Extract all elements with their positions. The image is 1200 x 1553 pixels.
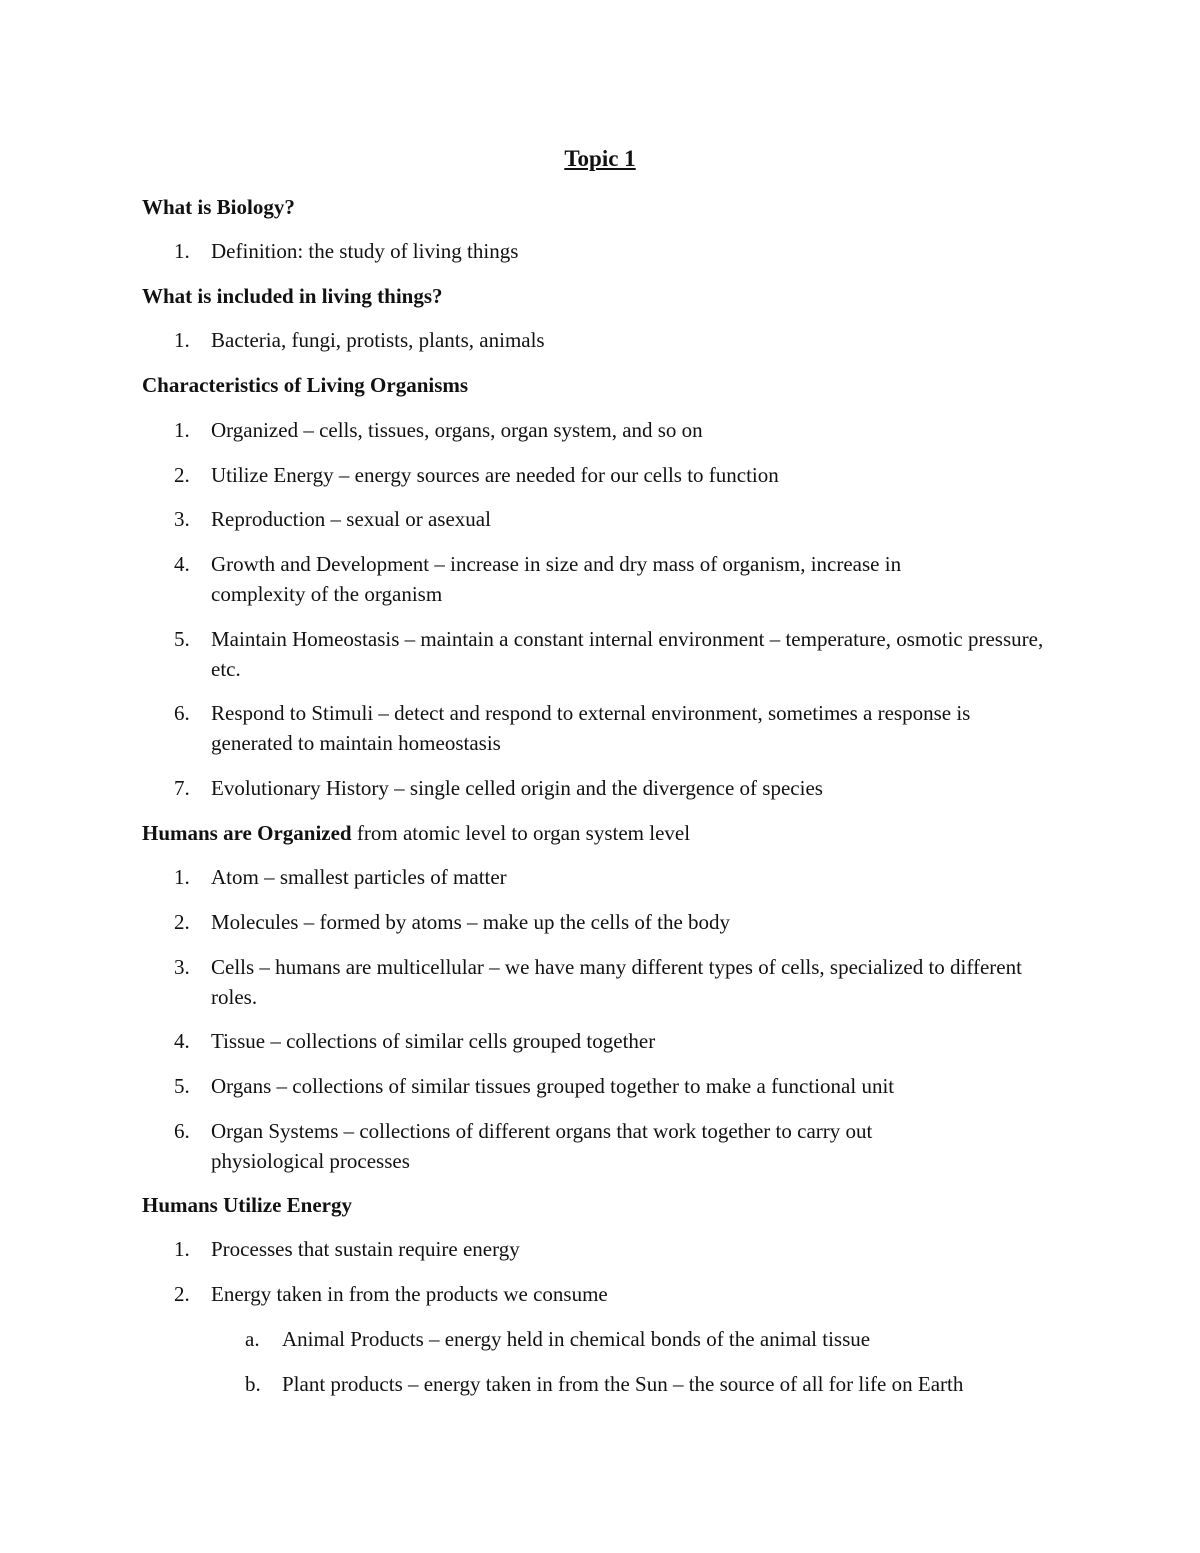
list-number: 1. [174, 865, 190, 889]
list-number: 2. [174, 910, 190, 934]
list-item [174, 773, 1074, 803]
list-item [174, 504, 1074, 534]
list-text: Energy taken in from the products we consume [211, 1282, 608, 1306]
section-heading-what-is-biology: What is Biology? [142, 195, 295, 219]
section-heading-characteristics: Characteristics of Living Organisms [142, 373, 469, 397]
list-item [174, 325, 1074, 355]
list-text: Atom – smallest particles of matter [211, 865, 507, 889]
sub-list-item [245, 1369, 1125, 1399]
list-number: 3. [174, 955, 190, 979]
list-text: Maintain Homeostasis – maintain a constant internal environment – temperature, osmotic pressure, etc. [211, 627, 1044, 681]
list-number: 6. [174, 1119, 190, 1143]
list-item [174, 862, 1074, 892]
list-text: Organized – cells, tissues, organs, organ system, and so on [211, 418, 703, 442]
list-text: Organ Systems – collections of different organs that work together to carry out physiological processes [211, 1119, 873, 1173]
list-item [174, 1026, 1074, 1056]
list-text: Processes that sustain require energy [211, 1237, 520, 1261]
list-text: Evolutionary History – single celled origin and the divergence of species [211, 776, 823, 800]
sub-list-letter: a. [245, 1327, 260, 1351]
list-item [174, 1279, 1074, 1309]
list-text: Reproduction – sexual or asexual [211, 507, 491, 531]
list-number: 5. [174, 1074, 190, 1098]
list-text: Tissue – collections of similar cells grouped together [211, 1029, 656, 1053]
section-heading-humans-organized [142, 818, 690, 848]
list-number: 4. [174, 1029, 190, 1053]
list-item [174, 1234, 1074, 1264]
list-number: 5. [174, 627, 190, 651]
list-number: 4. [174, 552, 190, 576]
section-heading-humans-energy: Humans Utilize Energy [142, 1193, 352, 1217]
list-text: Cells – humans are multicellular – we have many different types of cells, specialized to different roles. [211, 955, 1022, 1009]
list-text: Utilize Energy – energy sources are needed for our cells to function [211, 463, 779, 487]
list-text: Definition: the study of living things [211, 239, 519, 263]
list-item [174, 1071, 1074, 1101]
list-text: Growth and Development – increase in size and dry mass of organism, increase in complexity of the organism [211, 552, 902, 606]
sub-list-text: Plant products – energy taken in from the Sun – the source of all for life on Earth [282, 1372, 964, 1396]
list-number: 7. [174, 776, 190, 800]
list-text: Molecules – formed by atoms – make up the cells of the body [211, 910, 731, 934]
list-item [174, 624, 1064, 684]
list-number: 1. [174, 328, 190, 352]
sub-list-text: Animal Products – energy held in chemical bonds of the animal tissue [282, 1327, 871, 1351]
list-number: 2. [174, 463, 190, 487]
list-number: 3. [174, 507, 190, 531]
list-item [174, 460, 1074, 490]
sub-list-item [245, 1324, 1125, 1354]
list-item [174, 907, 1074, 937]
section-heading-living-things: What is included in living things? [142, 284, 443, 308]
list-number: 1. [174, 418, 190, 442]
list-item [174, 549, 984, 609]
list-item [174, 698, 1054, 758]
list-item [174, 1116, 974, 1176]
heading-bold-part: Humans are Organized [142, 821, 352, 845]
list-item [174, 236, 1074, 266]
list-text: Respond to Stimuli – detect and respond to external environment, sometimes a response is generated to maintain homeostasis [211, 701, 971, 755]
list-text: Organs – collections of similar tissues grouped together to make a functional unit [211, 1074, 895, 1098]
list-item [174, 415, 1074, 445]
list-number: 1. [174, 1237, 190, 1261]
heading-rest: from atomic level to organ system level [351, 821, 691, 845]
page-title: Topic 1 [564, 146, 636, 171]
list-number: 2. [174, 1282, 190, 1306]
list-number: 1. [174, 239, 190, 263]
sub-list-letter: b. [245, 1372, 261, 1396]
list-number: 6. [174, 701, 190, 725]
list-item [174, 952, 1054, 1012]
list-text: Bacteria, fungi, protists, plants, animals [211, 328, 545, 352]
